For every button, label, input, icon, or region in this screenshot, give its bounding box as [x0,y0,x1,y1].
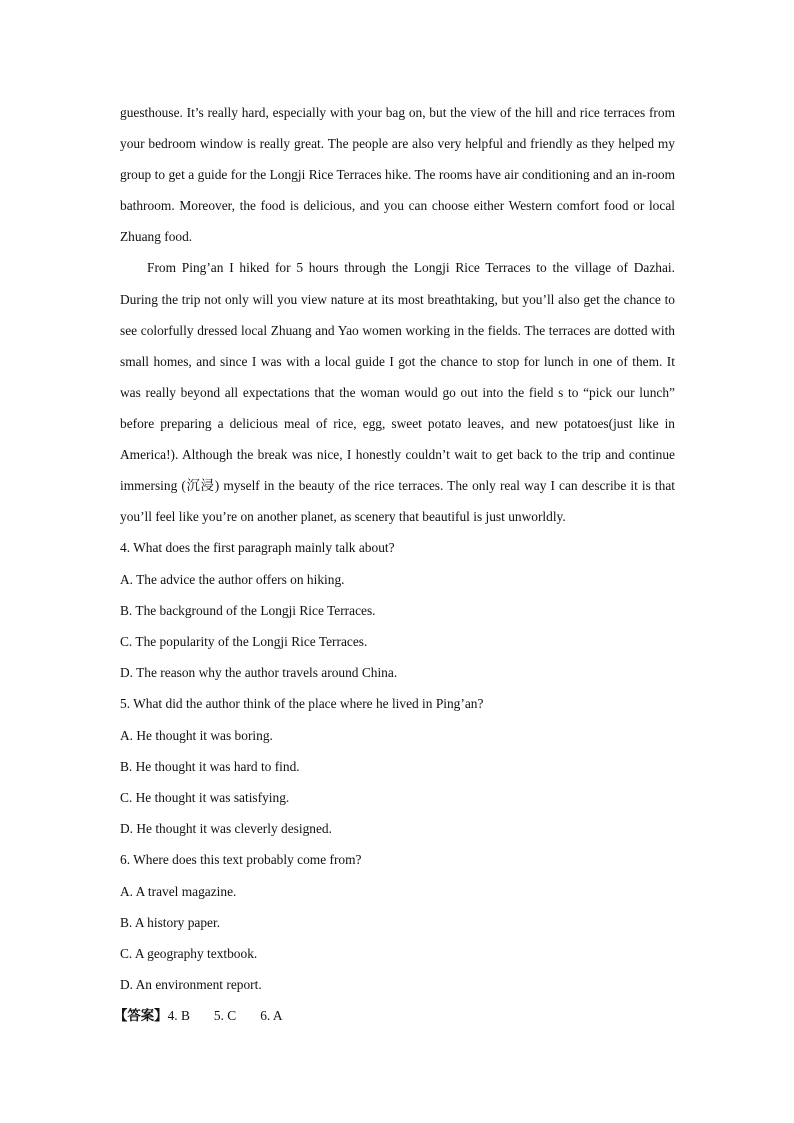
option-d: D. He thought it was cleverly designed. [120,821,332,837]
answer-key [114,1000,669,1031]
answer-item-4: 4. B [167,1008,190,1024]
option-d: D. An environment report. [120,977,262,993]
question-stem: 5. What did the author think of the place where he lived in Ping’an? [120,696,484,712]
passage-paragraph-2: From Ping’an I hiked for 5 hours through the Longji Rice Terraces to the village of Dazhai. During the trip not only will you view nature at its most breathtaking, but you’ll also get the chance to see colorfully dressed local Zhuang and Yao women working in the fields. The terraces are dotted with small homes, and since I was with a local guide I got the chance to stop for lunch in one of them. It was really beyond all expectations that the woman would go out into the field s to “pick our lunch” before preparing a delicious meal of rice, egg, sweet potato leaves, and new potatoes(just like in America!). Although the break was nice, I honestly couldn’t wait to get back to the trip and continue immersing (沉浸) myself in the beauty of the rice terraces. The only real way I can describe it is that you’ll feel like you’re on another planet, as scenery that beautiful is just unworldly. [120,260,675,525]
option-b: B. A history paper. [120,914,221,930]
question-5 [120,688,675,844]
option-a: A. He thought it was boring. [120,727,273,743]
option-c: C. A geography textbook. [120,945,258,961]
option-c: C. He thought it was satisfying. [120,789,290,805]
option-a: A. A travel magazine. [120,883,237,899]
passage-paragraph-1: guesthouse. It’s really hard, especially with your bag on, but the view of the hill and rice terraces from your bedroom window is really great. The people are also very helpful and friendly as they helped my group to get a guide for the Longji Rice Terraces hike. The rooms have air conditioning and an in-room bathroom. Moreover, the food is delicious, and you can choose either Western comfort food or local Zhuang food. [120,105,675,245]
answer-tag: 【答案】 [114,1008,168,1024]
option-a: A. The advice the author offers on hiking. [120,571,345,587]
option-c: C. The popularity of the Longji Rice Terraces. [120,633,368,649]
question-4 [120,532,675,688]
question-stem: 4. What does the first paragraph mainly talk about? [120,540,395,556]
answer-item-6: 6. A [260,1008,283,1024]
answer-item-5: 5. C [213,1008,237,1024]
document-page [114,97,675,1032]
option-d: D. The reason why the author travels around China. [120,665,398,681]
question-6 [120,844,675,1000]
question-stem: 6. Where does this text probably come from? [120,852,362,868]
option-b: B. He thought it was hard to find. [120,758,300,774]
option-b: B. The background of the Longji Rice Terraces. [120,602,376,618]
